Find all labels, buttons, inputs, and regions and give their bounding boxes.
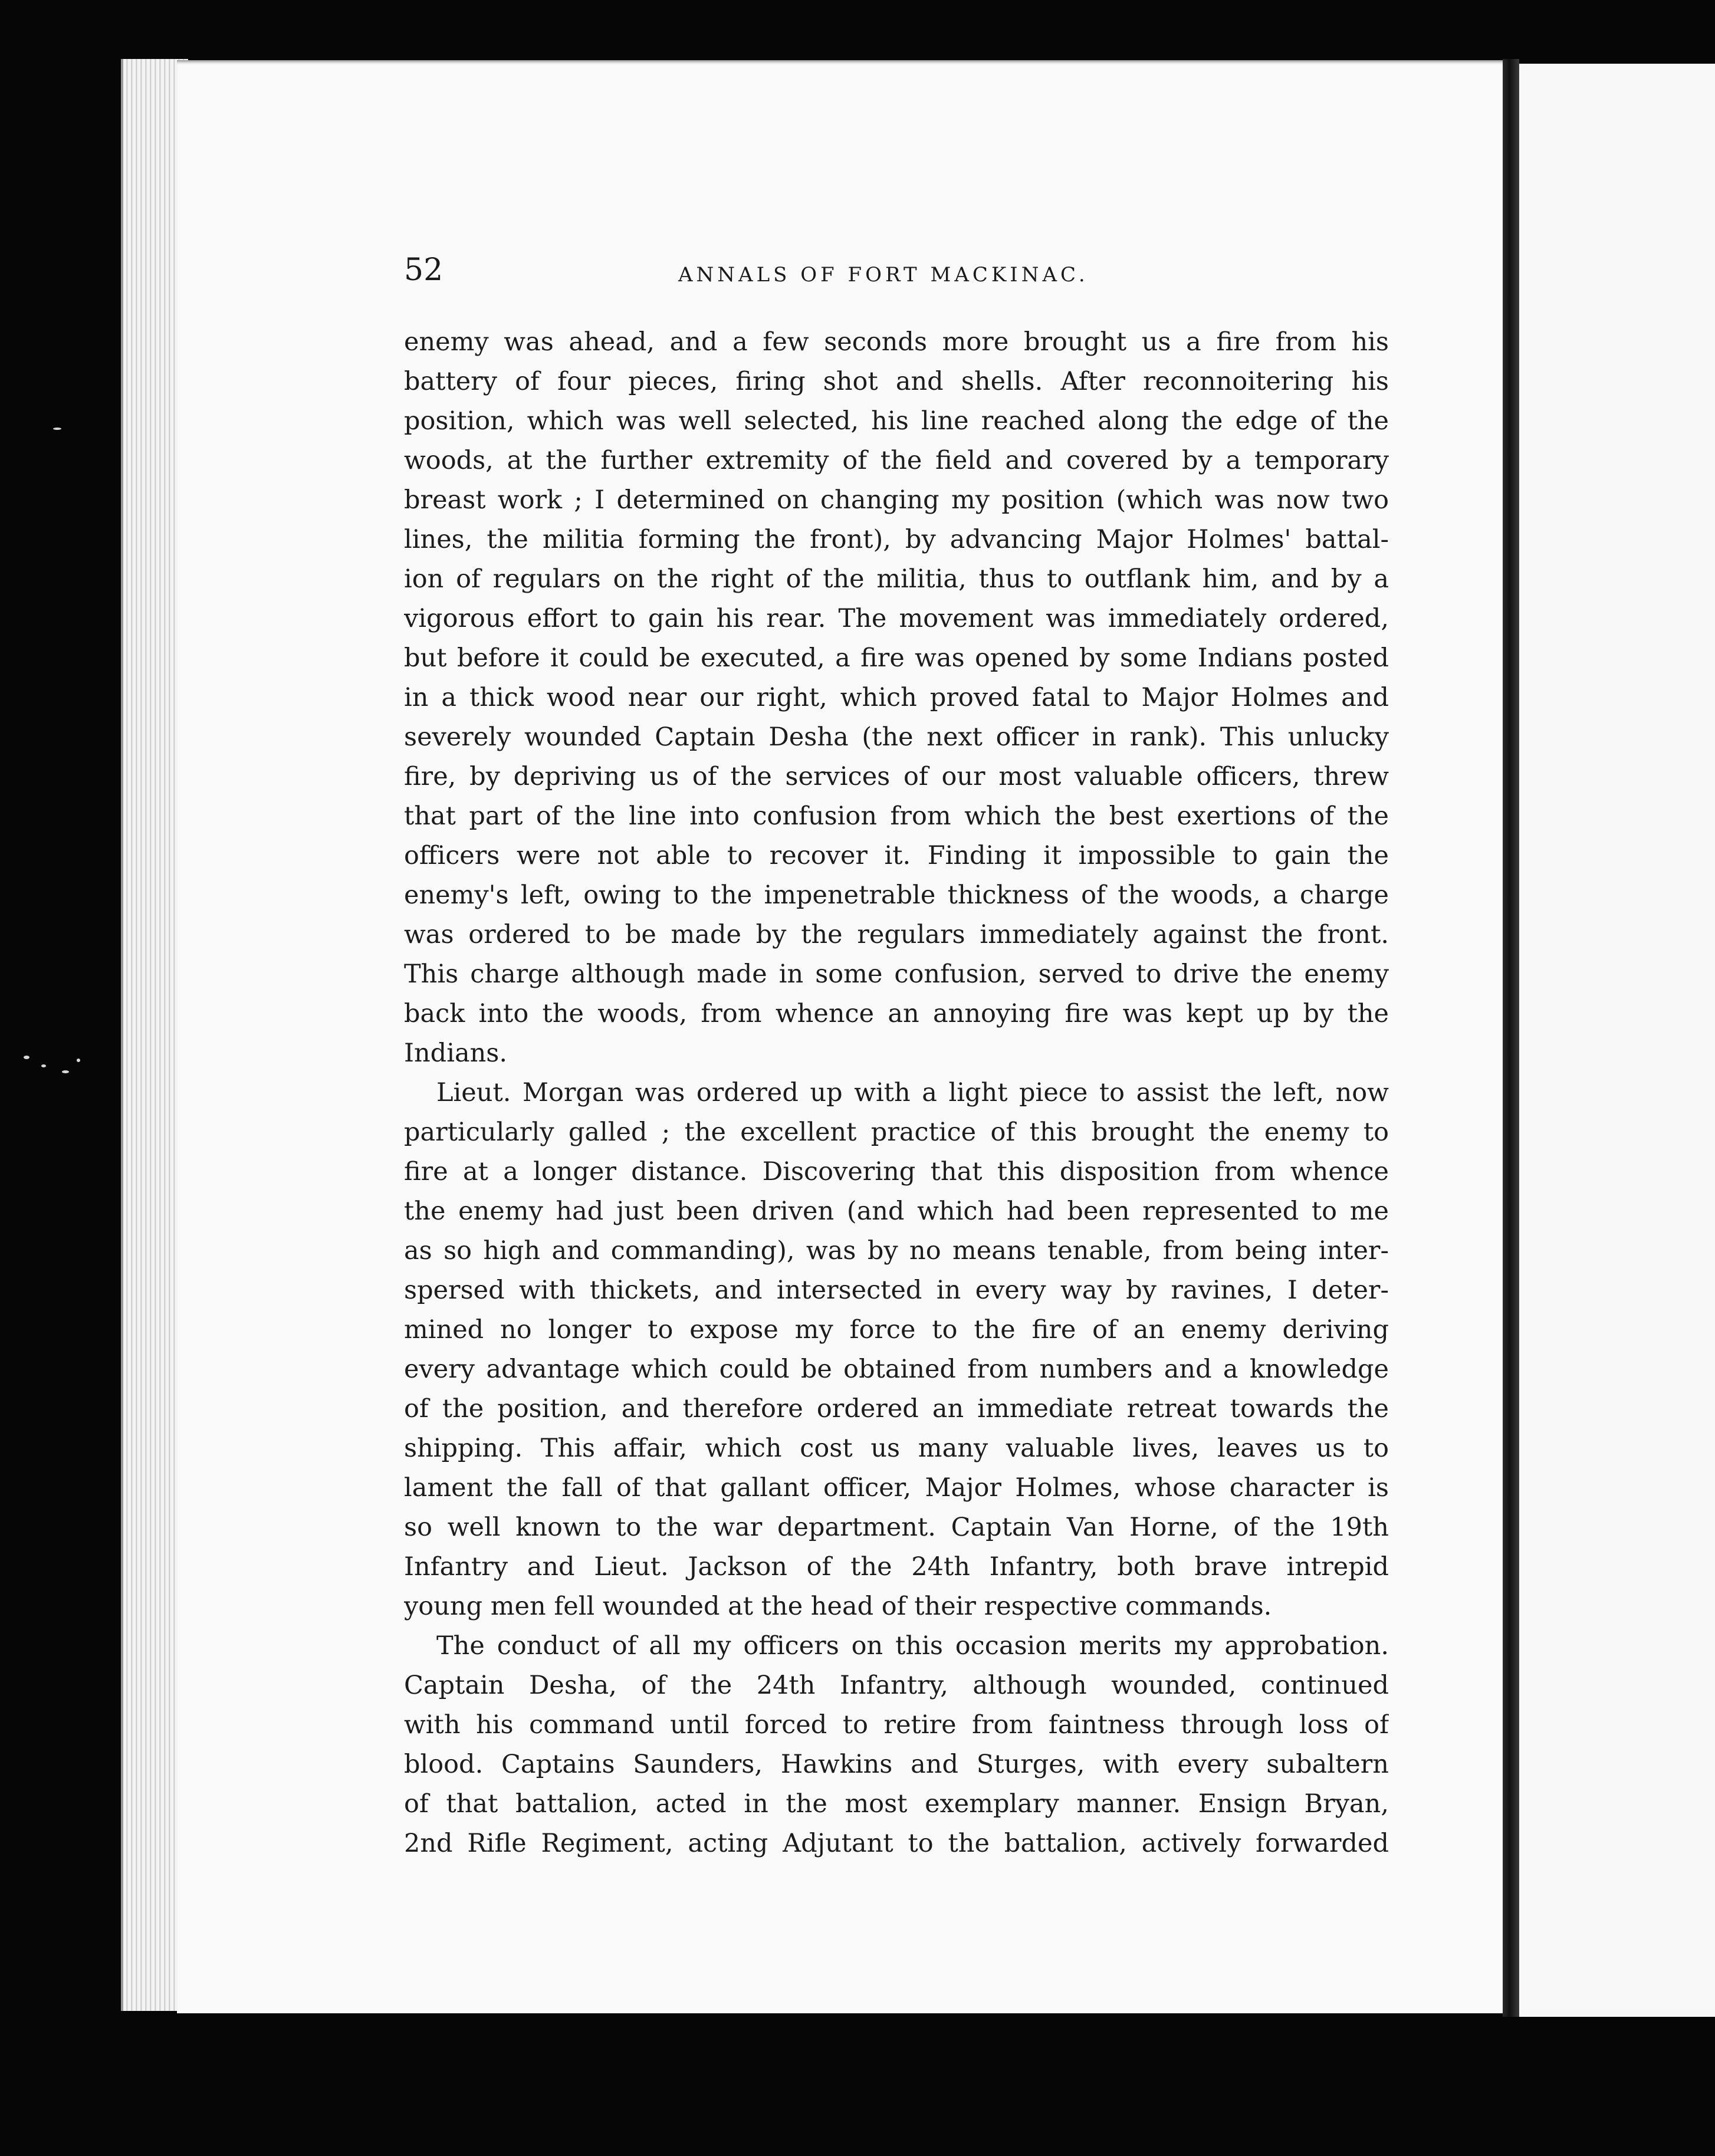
text-line: of that battalion, acted in the most exemplary manner. Ensign Bryan, [404,1789,1389,1819]
text-line: Lieut. Morgan was ordered up with a light piece to assist the left, now [436,1078,1389,1107]
running-head: ANNALS OF FORT MACKINAC. [678,263,1089,287]
text-line: ion of regulars on the right of the militia, thus to outflank him, and by a [404,564,1389,594]
text-line: mined no longer to expose my force to the fire of an enemy deriving [404,1315,1389,1345]
text-line: enemy's left, owing to the impenetrable thickness of the woods, a charge [404,880,1389,910]
text-line: severely wounded Captain Desha (the next officer in rank). This unlucky [404,722,1389,752]
text-line: vigorous effort to gain his rear. The movement was immediately ordered, [404,604,1389,633]
scan-speck [41,1064,46,1067]
text-line: so well known to the war department. Captain Van Horne, of the 19th [404,1513,1389,1542]
book-gutter [1503,59,1519,2017]
text-line: enemy was ahead, and a few seconds more brought us a fire from his [404,327,1389,357]
text-line: officers were not able to recover it. Finding it impossible to gain the [404,841,1389,870]
text-line: fire, by depriving us of the services of our most valuable officers, threw [404,762,1389,791]
text-line: Indians. [404,1038,508,1068]
text-line: the enemy had just been driven (and which had been represented to me [404,1197,1389,1226]
scan-speck [77,1059,80,1062]
text-line: spersed with thickets, and intersected in every way by ravines, I deter- [404,1276,1389,1305]
scan-speck [53,428,61,430]
text-line: young men fell wounded at the head of their respective commands. [404,1592,1272,1621]
page-number: 52 [404,252,443,288]
text-line: of the position, and therefore ordered an immediate retreat towards the [404,1394,1389,1424]
text-line: Captain Desha, of the 24th Infantry, although wounded, continued [404,1671,1389,1700]
scan-speck [24,1056,29,1059]
body-text [404,323,1389,1864]
text-line: breast work ; I determined on changing my position (which was now two [404,485,1389,515]
paragraph [404,1073,1389,1626]
text-line: woods, at the further extremity of the field and covered by a temporary [404,446,1389,475]
text-line: Infantry and Lieut. Jackson of the 24th Infantry, both brave intrepid [404,1552,1389,1582]
text-line: battery of four pieces, firing shot and shells. After reconnoitering his [404,367,1389,396]
text-line: lament the fall of that gallant officer, Major Holmes, whose character is [404,1473,1389,1503]
text-line: with his command until forced to retire from faintness through loss of [404,1710,1389,1740]
text-line: The conduct of all my officers on this occasion merits my approbation. [436,1631,1389,1661]
text-line: lines, the militia forming the front), by advancing Major Holmes' battal- [404,525,1389,554]
text-line: position, which was well selected, his line reached along the edge of the [404,406,1389,436]
text-line: was ordered to be made by the regulars immediately against the front. [404,920,1389,949]
text-line: blood. Captains Saunders, Hawkins and Sturges, with every subaltern [404,1750,1389,1779]
paragraph [404,1626,1389,1864]
text-line: shipping. This affair, which cost us many valuable lives, leaves us to [404,1434,1389,1463]
text-line: 2nd Rifle Regiment, acting Adjutant to the battalion, actively forwarded [404,1829,1389,1858]
text-line: every advantage which could be obtained from numbers and a knowledge [404,1355,1389,1384]
text-line: This charge although made in some confusion, served to drive the enemy [404,959,1389,989]
text-line: as so high and commanding), was by no means tenable, from being inter- [404,1236,1389,1266]
scan-speck [62,1070,69,1073]
text-line: in a thick wood near our right, which proved fatal to Major Holmes and [404,683,1389,712]
page-header [404,252,1118,294]
text-line: back into the woods, from whence an annoying fire was kept up by the [404,999,1389,1028]
text-line: that part of the line into confusion from which the best exertions of the [404,801,1389,831]
text-line: fire at a longer distance. Discovering that this disposition from whence [404,1157,1389,1187]
text-line: but before it could be executed, a fire was opened by some Indians posted [404,643,1389,673]
paragraph [404,323,1389,1073]
facing-page [1519,64,1715,2017]
text-line: particularly galled ; the excellent practice of this brought the enemy to [404,1118,1389,1147]
